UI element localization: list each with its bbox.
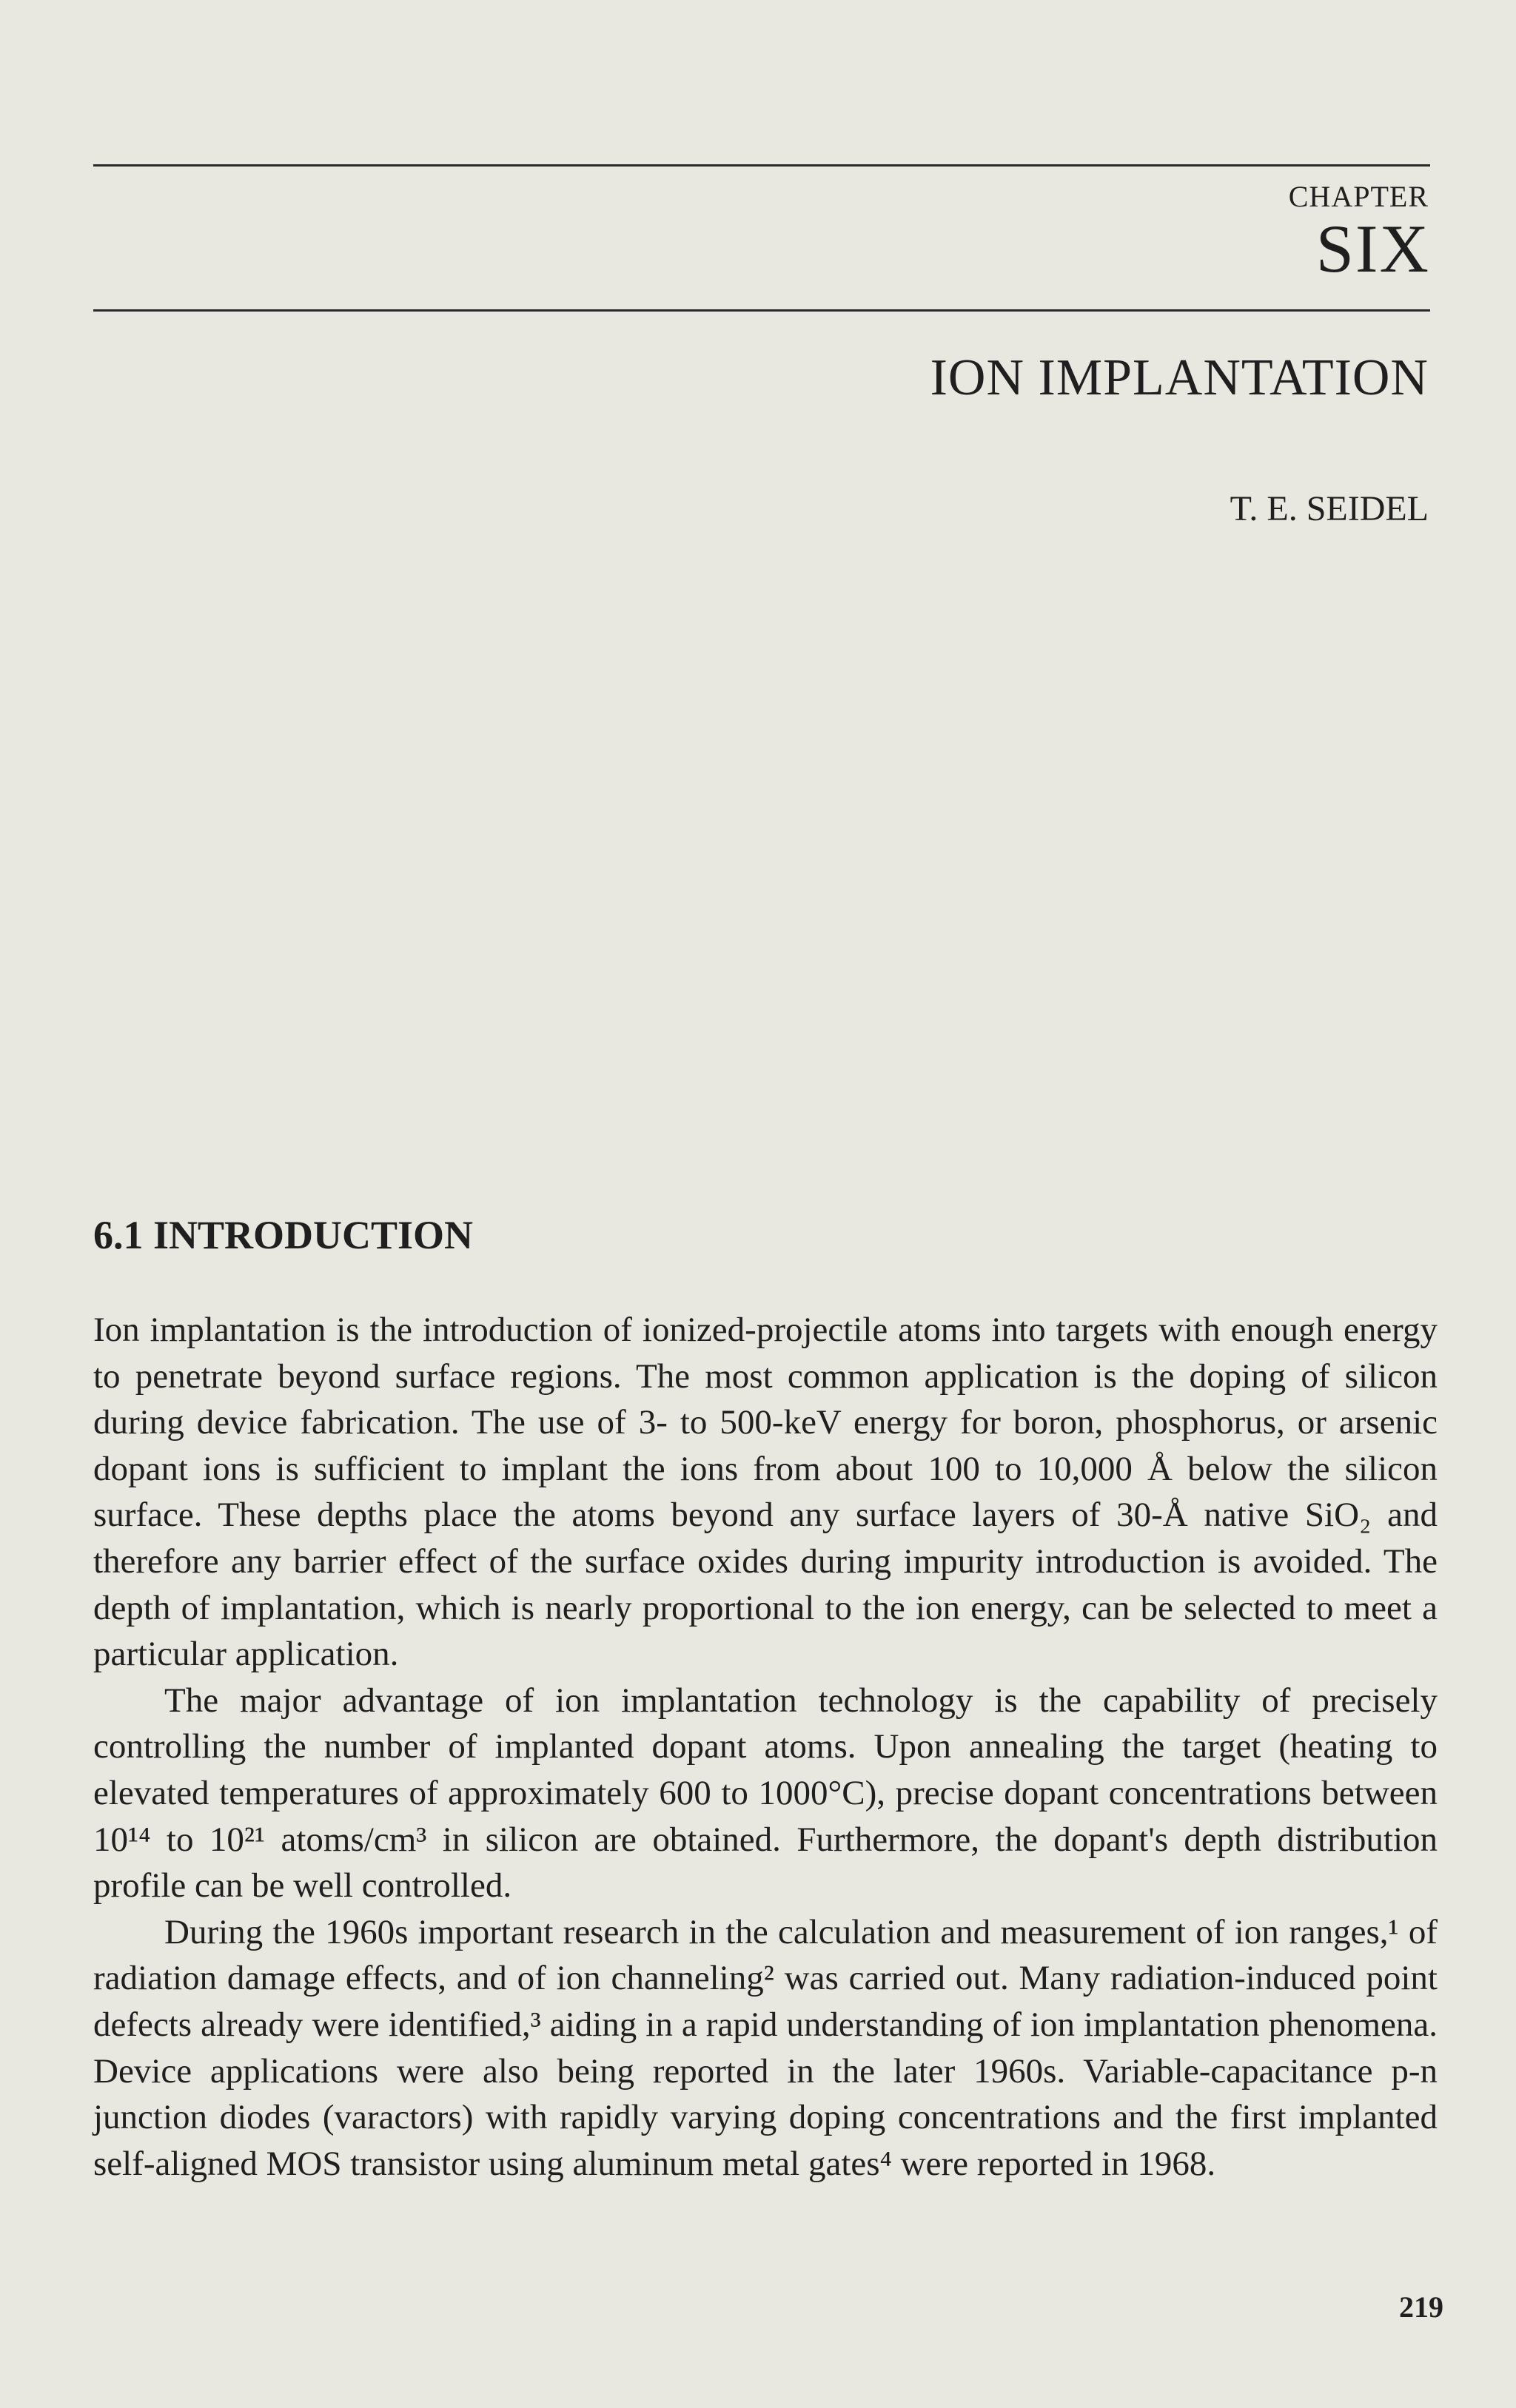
chapter-title: ION IMPLANTATION xyxy=(930,349,1429,406)
paragraph: During the 1960s important research in the calculation and measurement of ion ranges,¹ of radiation damage effects, and of ion channeling² was carried out. Many radiation-induced point defects already were identified,³ aiding in a rapid understanding of ion implantation phenomena. Device applications were also being reported in the later 1960s. Variable-capacitance p-n junction diodes (varactors) with rapidly varying doping concentrations and the first implanted self-aligned MOS transistor using aluminum metal gates⁴ were reported in 1968. xyxy=(93,1912,1438,2183)
page-number: 219 xyxy=(1399,2290,1443,2324)
bottom-rule xyxy=(93,309,1430,312)
top-rule xyxy=(93,164,1430,167)
paragraph: Ion implantation is the introduction of ionized-projectile atoms into targets with enough energy to penetrate beyond surface regions. The most common application is the doping of silicon during device fabrication. The use of 3- to 500-keV energy for boron, phosphorus, or arsenic dopant ions is sufficient to implant the ions from about 100 to 10,000 Å below the silicon surface. These depths place the atoms beyond any surface layers of 30-Å native SiO₂ and therefore any barrier effect of the surface oxides during impurity introduction is avoided. The depth of implantation, which is nearly proportional to the ion energy, can be selected to meet a particular application. xyxy=(93,1311,1438,1674)
author-name: T. E. SEIDEL xyxy=(1230,489,1429,528)
body-text xyxy=(93,1307,1438,2187)
paragraph: The major advantage of ion implantation technology is the capability of precisely controlling the number of implanted dopant atoms. Upon annealing the target (heating to elevated temperatures of approximately 600 to 1000°C), precise dopant concentrations between 10¹⁴ to 10²¹ atoms/cm³ in silicon are obtained. Furthermore, the dopant's depth distribution profile can be well controlled. xyxy=(93,1681,1438,1906)
section-heading: 6.1 INTRODUCTION xyxy=(93,1213,474,1257)
chapter-number: SIX xyxy=(1315,211,1430,286)
chapter-label: CHAPTER xyxy=(1288,180,1429,213)
